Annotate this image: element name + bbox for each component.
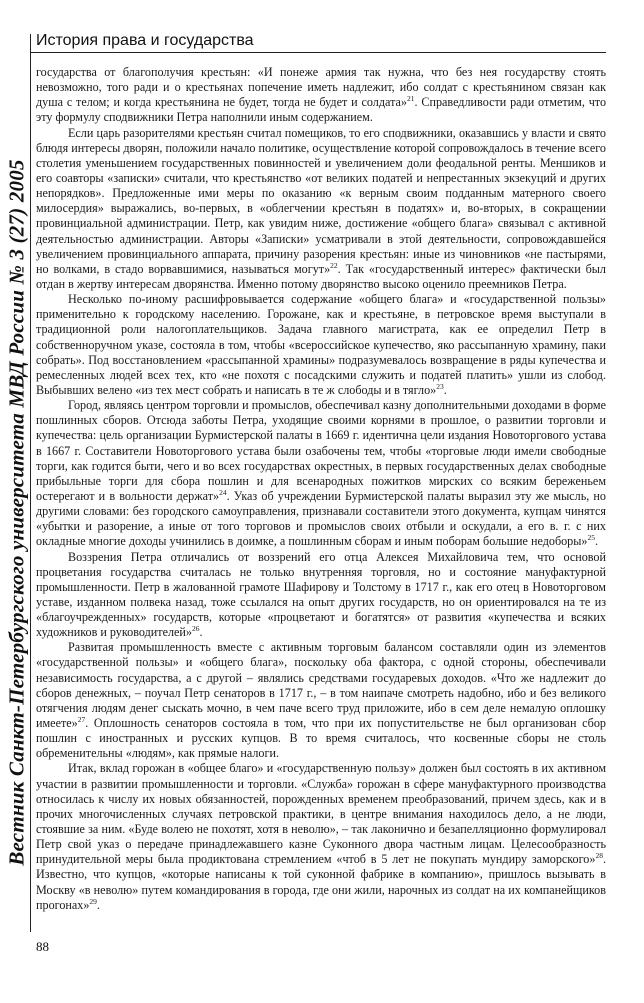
article-body: [36, 65, 606, 913]
paragraph-text: . Справедливости ради отметим, что эту формулу сподвижники Петра наполнили иным содержанием.: [36, 95, 607, 125]
paragraph-text: . Указ об учреждении Бурмистерской палаты выразил эту же мысль, но другими словами: без городского самоуправления, признавали составители этого документа, купцам чинятся «убытки и разорение, а иные от того торговов и промыслов своих отбыли и оскудали, а его в. г. с них окладные многие доходы учинились в доимке, а пошлинным сборам и иным поборам большие недоборы»: [36, 488, 607, 549]
paragraph: [36, 126, 606, 293]
paragraph-text: . Оплошность сенаторов состояла в том, что при их попустительстве не был организован сбор пошлин с иностранных и русских купцов. В то время считалось, что косвенные сборы не столь обременительны «людям», как прямые налоги.: [36, 716, 606, 761]
paragraph-text: Если царь разорителями крестьян считал помещиков, то его сподвижники, оказавшись у власти и свято блюдя интересы дворян, положили начало политике, осуществление которой сопровождалось в течение всего столетия уменьшением государственных повинностей и увеличением доли феодальной ренты. Меншиков и его соавторы «записки» считали, что крестьянство «от великих податей и непрестанных экзекуций и других непорядков». Предложенные ими меры по оказанию «к верным своим подданным матерного своего милосердия» выражались, во-первых, в «облегчении крестьян в податях» и, во-вторых, в сокращении провинциальной администрации. Петр, как увидим ниже, достижение «общего блага» связывал с активной деятельностью администрации. Авторы «Записки» усматривали в этой деятельности, сопровождавшейся увеличением провинциального аппарата, причину разорения крестьян: иные из чиновников «не пастырями, но волками, в стадо ворвавшимися, называться могут»: [36, 125, 606, 276]
footnote-marker: 27: [77, 715, 86, 725]
running-head: История права и государства: [36, 32, 254, 49]
paragraph-text: государства от благополучия крестьян: «И понеже армия так нужна, что без нея государству стоять невозможно, того ради и о крестьянах попечение иметь надлежит, ибо солдат с крестьянином связан как душа с телом; и когда крестьянина не будет, тогда не будет и солдата»: [36, 65, 606, 110]
footnote-marker: 24: [219, 487, 227, 497]
paragraph-text: Воззрения Петра отличались от воззрений его отца Алексея Михайловича тем, что основой процветания государства считалась не только внутренняя торговля, но и состояние мануфактурной промышленности. Петр в жалованной грамоте Шафирову и Толстому в 1717 г., как его отец в Новоторговом уставе, изданном полвека назад, тоже ссылался на опыт других государств, но он ориентировался на те из «благоучрежденных» государств, которые «процветают и богатятся» от развития «купечества и всяких художников и руководителей»: [36, 549, 606, 640]
footnote-marker: 25: [587, 533, 595, 543]
footnote-marker: 21: [407, 94, 415, 104]
footnote-marker: 28: [595, 851, 603, 861]
paragraph: [36, 550, 606, 641]
journal-spine-text: Вестник Санкт-Петербургского университета МВД России № 3 (27) 2005: [4, 159, 29, 866]
footnote-marker: 22: [330, 260, 338, 270]
journal-spine-title: [2, 45, 32, 980]
paragraph: [36, 640, 606, 761]
footnote-marker: 29: [89, 896, 97, 906]
paragraph: [36, 398, 606, 549]
footnote-marker: 26: [191, 624, 200, 634]
paragraph: [36, 65, 606, 126]
paragraph: [36, 761, 606, 912]
page-number: 88: [36, 939, 49, 954]
paragraph-text: .: [96, 897, 100, 912]
paragraph-text: . Известно, что купцов, «которые написаны к той суконной фабрике в компанию», пришлось вызывать в Москву «в неволю» путем командирования в города, где они жили, нарочных из солдат на их компанейщиков прогонах»: [36, 852, 606, 912]
header-rule: [30, 52, 606, 53]
paragraph-text: .: [594, 534, 599, 549]
paragraph-text: Несколько по-иному расшифровывается содержание «общего блага» и «государственной пользы» применительно к городскому населению. Горожане, как и крестьяне, в петровское время выступали в традиционной роли налогоплательщиков. Задача главного магистрата, как ее определил Петр в собственноручном указе, состояла в том, чтобы «всероссийское купечество, яко рассыпанную храмину, паки собрать». Под восстановлением «рассыпанной храмины» подразумевалось возвращение в ряды купечества и ремесленных людей всех тех, кто «не похотя с посадскими служить и податей платить» ушли из слобод. Выбывших велено «из тех мест собрать и написать в те ж слободы и в тягло»: [36, 292, 606, 397]
vertical-rule: [30, 34, 31, 932]
paragraph-text: Город, являясь центром торговли и промыслов, обеспечивал казну дополнительными доходами в форме пошлинных сборов. Отсюда заботы Петра, уходящие своими корнями в прошлое, о развитии торговли и купечества: цель организации Бурмистерской палаты в 1669 г. идентична цели издания Новоторгового устава в 1667 г. Составители Новоторгового устава были озабочены тем, чтобы «торговые люди имели свободные торги, как годится быти, чего и во всех государствах окрестных, в первых государственных делах свободные прибыльные торги для сбора пошлин и для всенародных пожитков мирских со всяким береженьем остерегают и в вольности держат»: [36, 398, 606, 503]
paragraph-text: Развитая промышленность вместе с активным торговым балансом составляли один из элементов «государственной пользы» и «общего блага», поскольку оба фактора, с одной стороны, обеспечивали независимость государства, а с другой – являлись средствами государевых доходов. «Что же надлежит до сборов денежных, – поучал Петр сенаторов в 1717 г., – в том наипаче смотреть надобно, ибо и без великого отягчения людям денег сыскать мочно, в чем паче всего труд приложите, ибо в сем деле немалую оплошку имеете»: [36, 640, 606, 731]
paragraph-text: .: [199, 625, 203, 640]
paragraph-text: Итак, вклад горожан в «общее благо» и «государственную пользу» должен был состоять в их активном участии в развитии промышленности и торговли. «Служба» горожан в сфере мануфактурного производства относилась к числу их новых обязанностей, порожденных временем преобразований, причем здесь, как и в прочих многочисленных случаях петровской практики, в центре внимания находилось дело, а не люди, стоявшие за ним. «Буде волею не похотят, хотя в неволю», – так лаконично и безапелляционно формулировал Петр свой указ о передаче принадлежавшего казне Суконного двора частным лицам. Целесообразность принудительной меры была продиктована стремлением «чтоб в 5 лет не покупать мундиру заморского»: [36, 761, 606, 867]
paragraph-text: . Так «государственный интерес» фактически был отдан в жертву интересам дворянства. Именно потому дворянство высоко оценило преемников Петра.: [36, 261, 606, 291]
footnote-marker: 23: [436, 381, 444, 391]
paragraph: [36, 292, 606, 398]
paragraph-text: .: [443, 382, 447, 397]
